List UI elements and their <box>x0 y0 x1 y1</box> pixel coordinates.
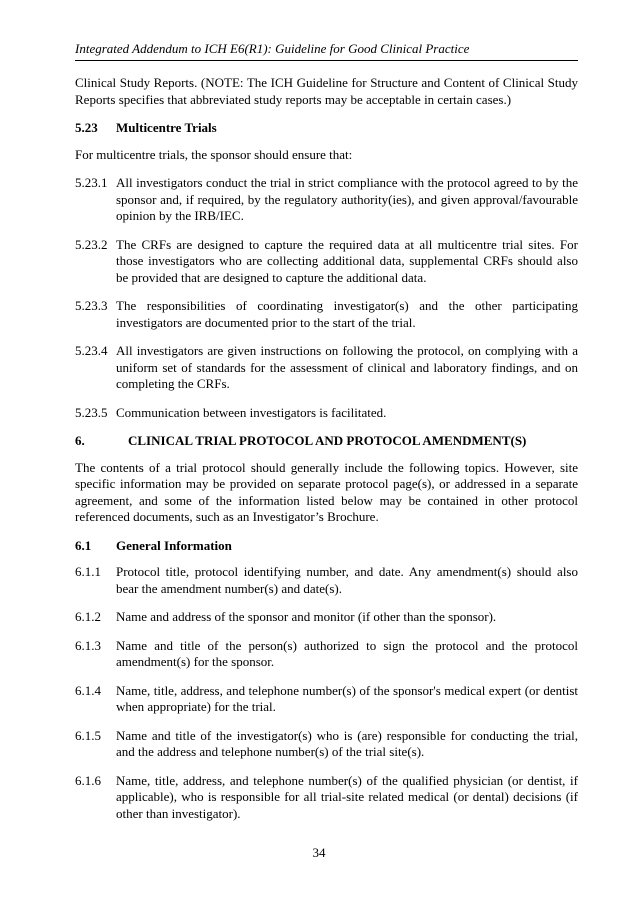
item-text: Name, title, address, and telephone number(s) of the qualified physician (or dentist, if applicable), who is responsible for all trial-site related medical (or dental) decisions (if other than investigator). <box>116 772 578 821</box>
item-number: 6.1.4 <box>75 682 101 698</box>
section-intro: The contents of a trial protocol should generally include the following topics. However, site specific information may be provided on separate protocol page(s), or addressed in a separate agreement, and some of the information listed below may be contained in other protocol referenced documents, such as an Investigator’s Brochure. <box>75 459 578 524</box>
list-item <box>75 405 578 422</box>
section-heading-5-23 <box>75 120 578 137</box>
item-text: Protocol title, protocol identifying number, and date. Any amendment(s) should also bear the amendment number(s) and date(s). <box>116 564 578 596</box>
section-intro: For multicentre trials, the sponsor should ensure that: <box>75 146 353 162</box>
section-number: 6.1 <box>75 537 92 553</box>
item-text: The CRFs are designed to capture the required data at all multicentre trial sites. For those investigators who are collecting additional data, supplemental CRFs should also be provided that are designed to capture the additional data. <box>116 236 578 285</box>
item-text: Communication between investigators is facilitated. <box>116 404 387 420</box>
item-number: 6.1.6 <box>75 772 101 788</box>
item-text: Name, title, address, and telephone number(s) of the sponsor's medical expert (or dentist when appropriate) for the trial. <box>116 682 578 714</box>
header-rule <box>75 60 578 61</box>
item-number: 5.23.1 <box>75 175 108 190</box>
item-text: All investigators conduct the trial in strict compliance with the protocol agreed to by the sponsor and, if required, by the regulatory authority(ies), and given approval/favourable opinion by the IRB/IEC. <box>116 175 578 223</box>
section-heading-6-1 <box>75 538 578 555</box>
item-number: 5.23.5 <box>75 404 108 420</box>
item-text: Name and title of the person(s) authorized to sign the protocol and the protocol amendment(s) for the sponsor. <box>116 637 578 669</box>
item-number: 5.23.2 <box>75 236 108 252</box>
section-title: CLINICAL TRIAL PROTOCOL AND PROTOCOL AMENDMENT(S) <box>128 433 527 448</box>
section-title: General Information <box>116 537 232 553</box>
item-text: The responsibilities of coordinating investigator(s) and the other participating investigators are documented prior to the start of the trial. <box>116 298 578 330</box>
list-item <box>75 237 578 287</box>
page-number: 34 <box>312 845 326 860</box>
section-number: 5.23 <box>75 120 98 135</box>
list-item <box>75 638 578 671</box>
item-number: 5.23.4 <box>75 343 108 358</box>
section-title: Multicentre Trials <box>116 120 217 135</box>
list-item <box>75 564 578 597</box>
item-text: Name and address of the sponsor and monitor (if other than the sponsor). <box>116 609 497 624</box>
item-number: 6.1.3 <box>75 637 101 653</box>
section-number: 6. <box>75 433 85 448</box>
list-item <box>75 298 578 331</box>
list-item <box>75 728 578 761</box>
item-number: 5.23.3 <box>75 298 108 313</box>
page-content <box>75 75 578 834</box>
list-item <box>75 175 578 225</box>
item-number: 6.1.1 <box>75 564 101 579</box>
section-heading-6 <box>75 433 578 450</box>
item-number: 6.1.2 <box>75 609 101 624</box>
item-number: 6.1.5 <box>75 727 101 743</box>
item-text: Name and title of the investigator(s) who is (are) responsible for conducting the trial, and the address and telephone number(s) of the trial site(s). <box>116 727 578 759</box>
list-item <box>75 343 578 393</box>
running-header: Integrated Addendum to ICH E6(R1): Guideline for Good Clinical Practice <box>75 41 470 56</box>
list-item <box>75 609 578 626</box>
list-item <box>75 773 578 823</box>
continuation-paragraph: Clinical Study Reports. (NOTE: The ICH Guideline for Structure and Content of Clinical Study Reports specifies that abbreviated study reports may be acceptable in certain cases.) <box>75 75 578 107</box>
list-item <box>75 683 578 716</box>
item-text: All investigators are given instructions on following the protocol, on complying with a uniform set of standards for the assessment of clinical and laboratory findings, and on completing the CRFs. <box>116 343 578 391</box>
